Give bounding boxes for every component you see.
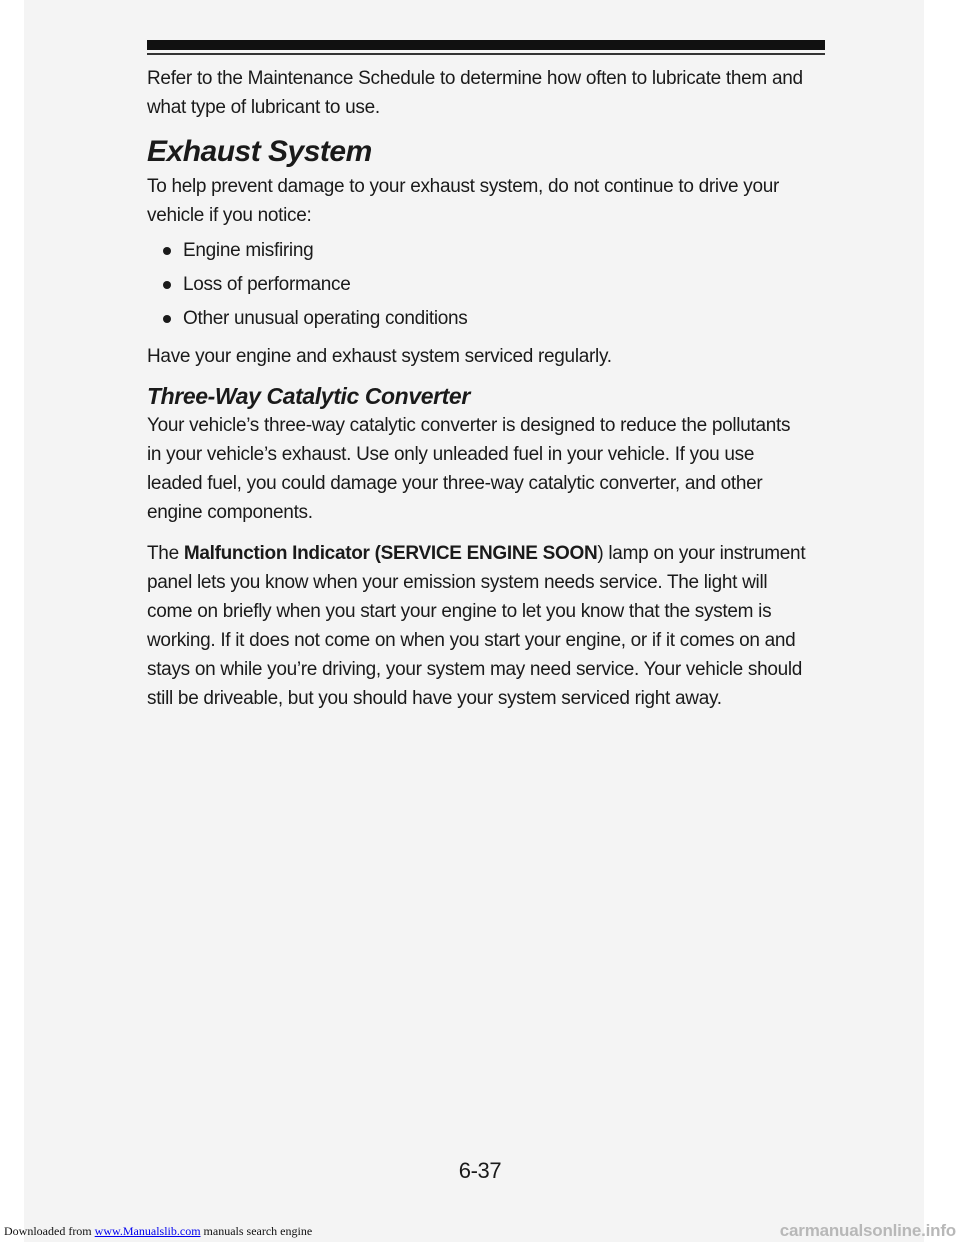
malfunction-indicator-paragraph <box>147 539 807 713</box>
exhaust-system-heading: Exhaust System <box>147 135 372 168</box>
intro-paragraph: Refer to the Maintenance Schedule to determine how often to lubricate them and what type of lubricant to use. <box>147 68 803 118</box>
header-rule-thick <box>147 40 825 50</box>
paragraph-prefix: The <box>147 543 184 564</box>
list-item-text: Loss of performance <box>183 274 351 295</box>
site-watermark: carmanualsonline.info <box>779 1221 956 1240</box>
list-item-text: Engine misfiring <box>183 240 314 261</box>
right-margin-strip <box>924 0 960 1242</box>
catalytic-paragraph-1: Your vehicle’s three-way catalytic converter is designed to reduce the pollutants in your vehicle’s exhaust. Use only unleaded fuel in your vehicle. If you use leaded fuel, you could damage your three-way catalytic converter, and other engine components. <box>147 415 791 523</box>
manualslib-link[interactable]: www.Manualslib.com <box>94 1224 201 1238</box>
page-content <box>147 64 807 723</box>
catalytic-converter-heading: Three-Way Catalytic Converter <box>147 383 470 409</box>
bullet-icon <box>163 247 171 255</box>
list-item <box>163 234 807 268</box>
bullet-icon <box>163 315 171 323</box>
bullet-icon <box>163 281 171 289</box>
exhaust-warning-list <box>147 234 807 336</box>
malfunction-indicator-label: Malfunction Indicator (SERVICE ENGINE SOON <box>183 543 598 564</box>
exhaust-lead-paragraph: To help prevent damage to your exhaust system, do not continue to drive your vehicle if you notice: <box>147 176 780 226</box>
paragraph-rest: ) lamp on your instrument panel lets you know when your emission system needs service. The light will come on briefly when you start your engine to let you know that the system is working. If it does not come on when you start your engine, or if it comes on and stays on while you’re driving, your system may need service. Your vehicle should still be driveable, but you should have your system serviced right away. <box>147 543 806 709</box>
list-item-text: Other unusual operating conditions <box>183 308 468 329</box>
header-rule-thin <box>147 53 825 55</box>
list-item <box>163 268 807 302</box>
left-margin-strip <box>0 0 24 1242</box>
page-number: 6-37 <box>458 1158 502 1183</box>
footer-prefix: Downloaded from <box>4 1224 95 1238</box>
download-footer <box>4 1224 312 1239</box>
footer-suffix: manuals search engine <box>200 1224 313 1238</box>
list-item <box>163 302 807 336</box>
exhaust-closing-paragraph: Have your engine and exhaust system serviced regularly. <box>147 346 612 367</box>
